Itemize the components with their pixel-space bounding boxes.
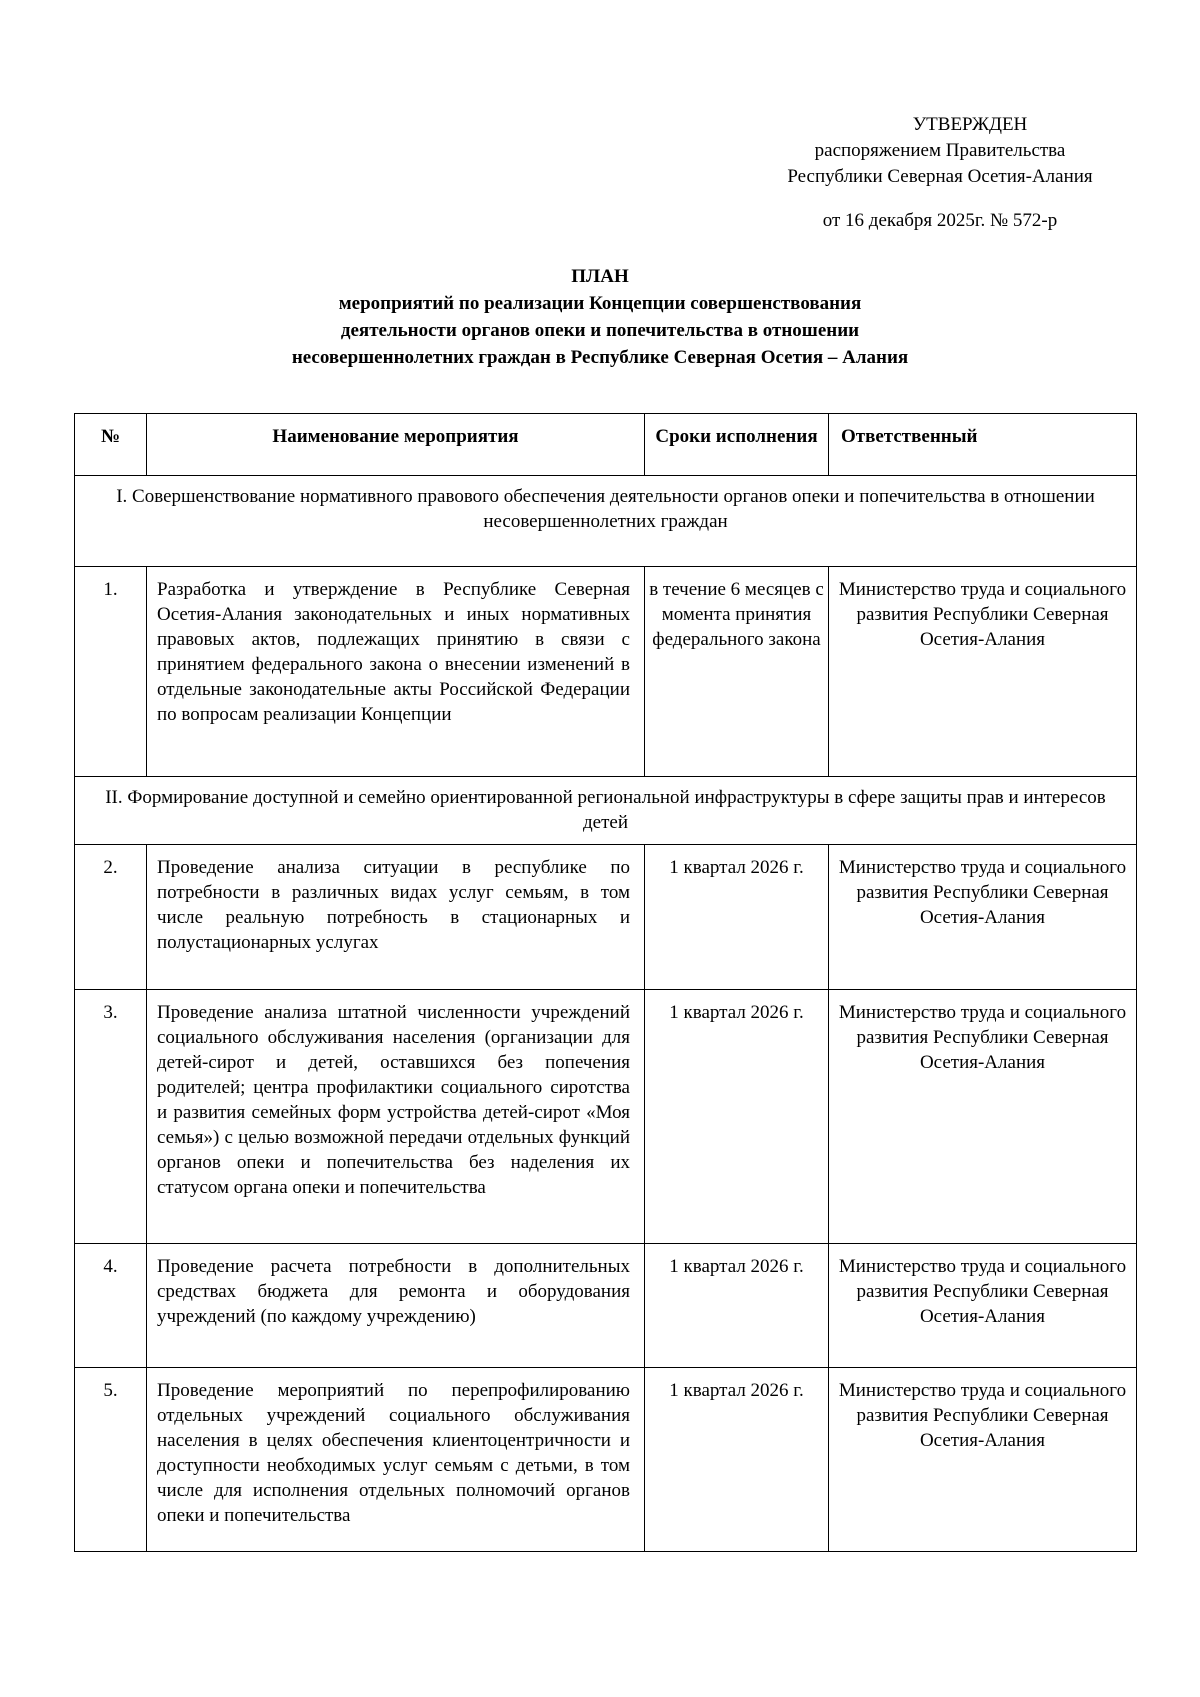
row-term: 1 квартал 2026 г.	[645, 1368, 829, 1552]
row-resp: Министерство труда и социального развития Республики Северная Осетия-Алания	[829, 990, 1137, 1244]
header-name: Наименование мероприятия	[147, 414, 645, 476]
row-num: 2.	[75, 845, 147, 990]
row-term: в течение 6 месяцев с момента принятия федерального закона	[645, 567, 829, 777]
table-row	[75, 567, 1137, 777]
row-name: Проведение анализа ситуации в республике по потребности в различных видах услуг семьям, в том числе реальную потребность в стационарных и полустационарных услугах	[147, 845, 645, 990]
row-resp: Министерство труда и социального развития Республики Северная Осетия-Алания	[829, 1368, 1137, 1552]
row-resp: Министерство труда и социального развития Республики Северная Осетия-Алания	[829, 567, 1137, 777]
row-term: 1 квартал 2026 г.	[645, 1244, 829, 1368]
approval-date: от 16 декабря 2025г. № 572-р	[822, 210, 1058, 231]
row-term: 1 квартал 2026 г.	[645, 990, 829, 1244]
approval-line-1: распоряжением Правительства	[814, 140, 1066, 161]
table-header-row	[75, 414, 1137, 476]
header-resp: Ответственный	[829, 414, 1137, 476]
row-name: Разработка и утверждение в Республике Северная Осетия-Алания законодательных и иных нормативных правовых актов, подлежащих принятию в связи с принятием федерального закона о внесении изменений в отдельные законодательные акты Российской Федерации по вопросам реализации Концепции	[147, 567, 645, 777]
section-title-2: II. Формирование доступной и семейно ориентированной региональной инфраструктуры в сфере защиты прав и интересов детей	[75, 777, 1137, 845]
section-row	[75, 777, 1137, 845]
row-num: 4.	[75, 1244, 147, 1368]
row-term: 1 квартал 2026 г.	[645, 845, 829, 990]
row-num: 1.	[75, 567, 147, 777]
plan-subtitle-3: несовершеннолетних граждан в Республике Северная Осетия – Алания	[291, 347, 909, 368]
section-title-1: I. Совершенствование нормативного правового обеспечения деятельности органов опеки и попечительства в отношении несовершеннолетних граждан	[75, 476, 1137, 567]
section-row	[75, 476, 1137, 567]
plan-subtitle-1: мероприятий по реализации Концепции совершенствования	[338, 293, 862, 314]
table-row	[75, 1244, 1137, 1368]
approval-block	[740, 112, 1140, 234]
row-name: Проведение расчета потребности в дополнительных средствах бюджета для ремонта и оборудования учреждений (по каждому учреждению)	[147, 1244, 645, 1368]
plan-heading	[60, 263, 1140, 371]
row-name: Проведение мероприятий по перепрофилированию отдельных учреждений социального обслуживания населения в целях обеспечения клиентоцентричности и доступности необходимых услуг семьям с детьми, в том числе для исполнения отдельных полномочий органов опеки и попечительства	[147, 1368, 645, 1552]
row-resp: Министерство труда и социального развития Республики Северная Осетия-Алания	[829, 845, 1137, 990]
approval-title: УТВЕРЖДЕН	[912, 114, 1028, 135]
table-row	[75, 990, 1137, 1244]
approval-line-2: Республики Северная Осетия-Алания	[787, 166, 1093, 187]
table-row	[75, 845, 1137, 990]
plan-table	[74, 413, 1137, 1552]
table-row	[75, 1368, 1137, 1552]
row-num: 3.	[75, 990, 147, 1244]
row-num: 5.	[75, 1368, 147, 1552]
plan-subtitle-2: деятельности органов опеки и попечительства в отношении	[340, 320, 860, 341]
row-name: Проведение анализа штатной численности учреждений социального обслуживания населения (организации для детей-сирот и детей, оставшихся без попечения родителей; центра профилактики социального сиротства и развития семейных форм устройства детей-сирот «Моя семья») с целью возможной передачи отдельных функций органов опеки и попечительства без наделения их статусом органа опеки и попечительства	[147, 990, 645, 1244]
row-resp: Министерство труда и социального развития Республики Северная Осетия-Алания	[829, 1244, 1137, 1368]
header-num: №	[75, 414, 147, 476]
plan-title: ПЛАН	[571, 266, 629, 287]
header-term: Сроки исполнения	[645, 414, 829, 476]
